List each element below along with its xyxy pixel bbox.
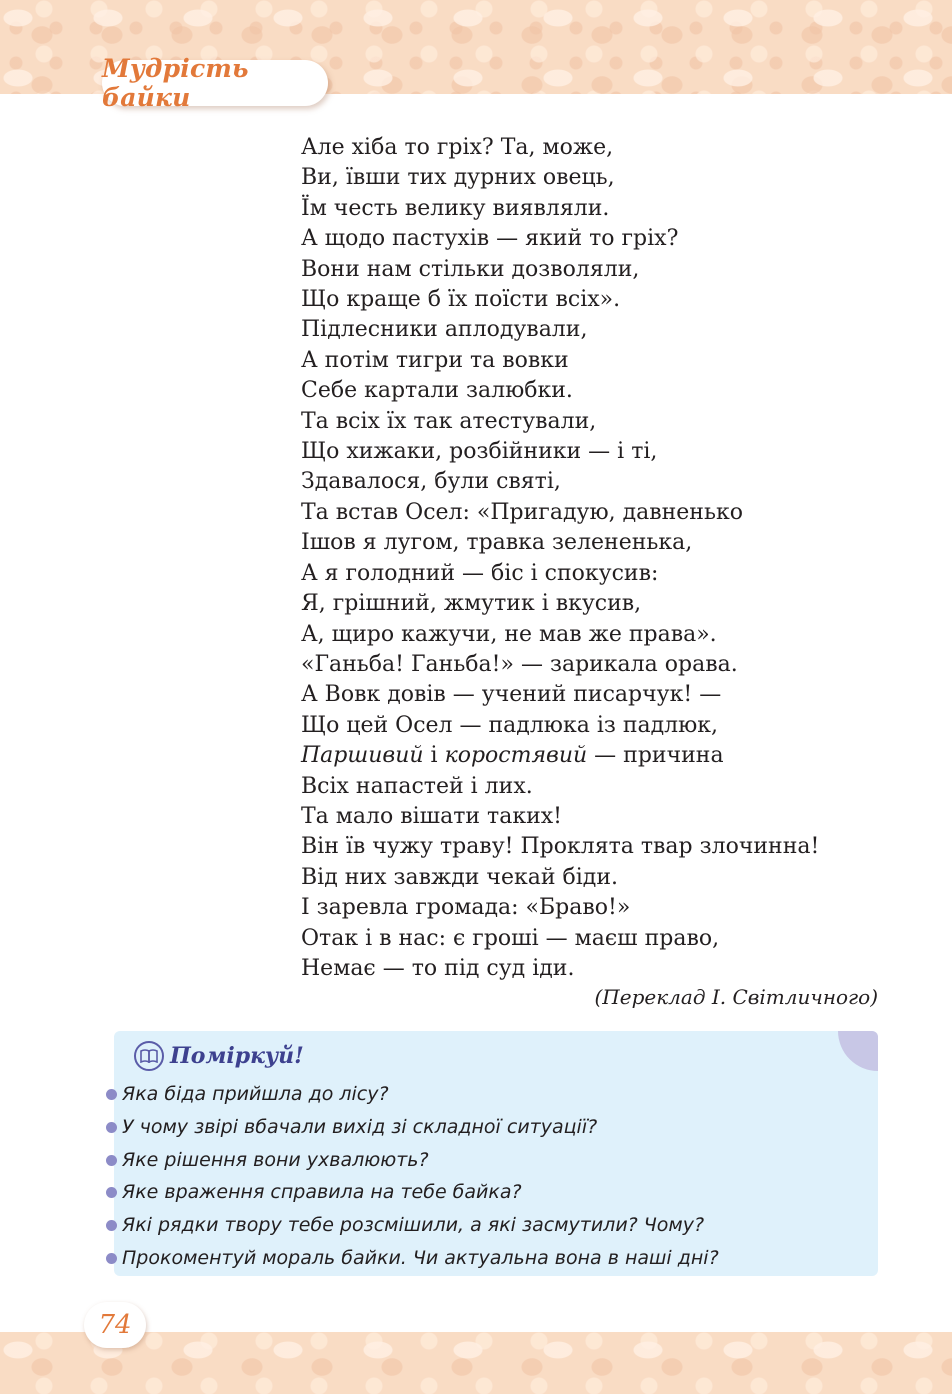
poem-line: Себе картали залюбки. <box>301 378 573 404</box>
bullet-icon <box>106 1253 117 1264</box>
decorative-circle <box>838 1031 878 1071</box>
italic-word: коростявий <box>444 743 588 769</box>
question-text: Які рядки твору тебе розсмішили, а які засмутили? Чому? <box>122 1214 705 1237</box>
think-title: Поміркуй! <box>170 1043 304 1069</box>
bullet-icon <box>106 1155 117 1166</box>
poem-line: Ви, ївши тих дурних овець, <box>301 165 615 191</box>
list-item <box>106 1176 719 1209</box>
poem-line: Підлесники аплодували, <box>301 317 588 343</box>
translation-attribution: (Переклад І. Світличного) <box>594 985 878 1009</box>
poem-line: Та встав Осел: «Пригадую, давненько <box>301 499 743 525</box>
bullet-icon <box>106 1089 117 1100</box>
poem-line: Їм честь велику виявляли. <box>301 195 610 221</box>
poem-line: І заревла громада: «Браво!» <box>301 895 631 921</box>
poem-line: А потім тигри та вовки <box>301 347 569 373</box>
poem-line: Що краще б їх поїсти всіх». <box>301 287 621 313</box>
question-text: У чому звірі вбачали вихід зі складної ситуації? <box>122 1115 598 1138</box>
bullet-icon <box>106 1220 117 1231</box>
question-text: Яке рішення вони ухвалюють? <box>122 1148 429 1171</box>
poem-line: Ішов я лугом, травка зелененька, <box>301 530 693 556</box>
poem-line: Здавалося, були святі, <box>301 469 561 495</box>
list-item <box>106 1078 719 1111</box>
poem-line: Всіх напастей і лих. <box>301 773 533 799</box>
poem-line: Та всіх їх так атестували, <box>301 408 597 434</box>
list-item <box>106 1144 719 1177</box>
poem-line: Я, грішний, жмутик і вкусив, <box>301 591 642 617</box>
poem-line: Але хіба то гріх? Та, може, <box>301 135 614 160</box>
poem-line: Від них завжди чекай біди. <box>301 864 618 890</box>
poem-line: А я голодний — біс і спокусив: <box>301 560 659 586</box>
page-number: 74 <box>98 1310 132 1340</box>
section-title: Мудрість байки <box>102 54 249 112</box>
bottom-decorative-band <box>0 1332 952 1394</box>
poem-line: Отак і в нас: є гроші — маєш право, <box>301 925 720 951</box>
poem-line: Немає — то під суд іди. <box>301 955 575 981</box>
poem-line: Він їв чужу траву! Проклята твар злочинна! <box>301 834 820 860</box>
poem-line-mixed <box>301 741 921 771</box>
list-item <box>106 1111 719 1144</box>
bullet-icon <box>106 1122 117 1133</box>
question-text: Яка біда прийшла до лісу? <box>122 1083 389 1105</box>
think-header <box>134 1041 304 1071</box>
poem-line: Що хижаки, розбійники — і ті, <box>301 439 658 465</box>
question-text: Прокоментуй мораль байки. Чи актуальна вона в наші дні? <box>122 1246 719 1269</box>
poem-line: А Вовк довів — учений писарчук! — <box>301 682 722 708</box>
book-icon <box>134 1041 164 1071</box>
poem-line: А, щиро кажучи, не мав же права». <box>301 621 717 647</box>
poem-line: Та мало вішати таких! <box>301 803 562 829</box>
poem-line: Вони нам стільки дозволяли, <box>301 256 640 282</box>
poem-text <box>301 133 921 984</box>
question-text: Яке враження справила на тебе байка? <box>122 1181 522 1204</box>
poem-line: Що цей Осел — падлюка із падлюк, <box>301 712 719 738</box>
poem-line: «Ганьба! Ганьба!» — зарикала орава. <box>301 651 738 677</box>
bullet-icon <box>106 1187 117 1198</box>
list-item <box>106 1242 719 1275</box>
list-item <box>106 1209 719 1242</box>
section-tab <box>102 54 328 112</box>
poem-text-fragment: і <box>423 743 445 769</box>
questions-list <box>106 1078 719 1275</box>
page-number-tab <box>84 1302 146 1348</box>
poem-line: А щодо пастухів — який то гріх? <box>301 226 679 252</box>
italic-word: Паршивий <box>301 743 424 769</box>
poem-text-fragment: — причина <box>587 743 724 769</box>
